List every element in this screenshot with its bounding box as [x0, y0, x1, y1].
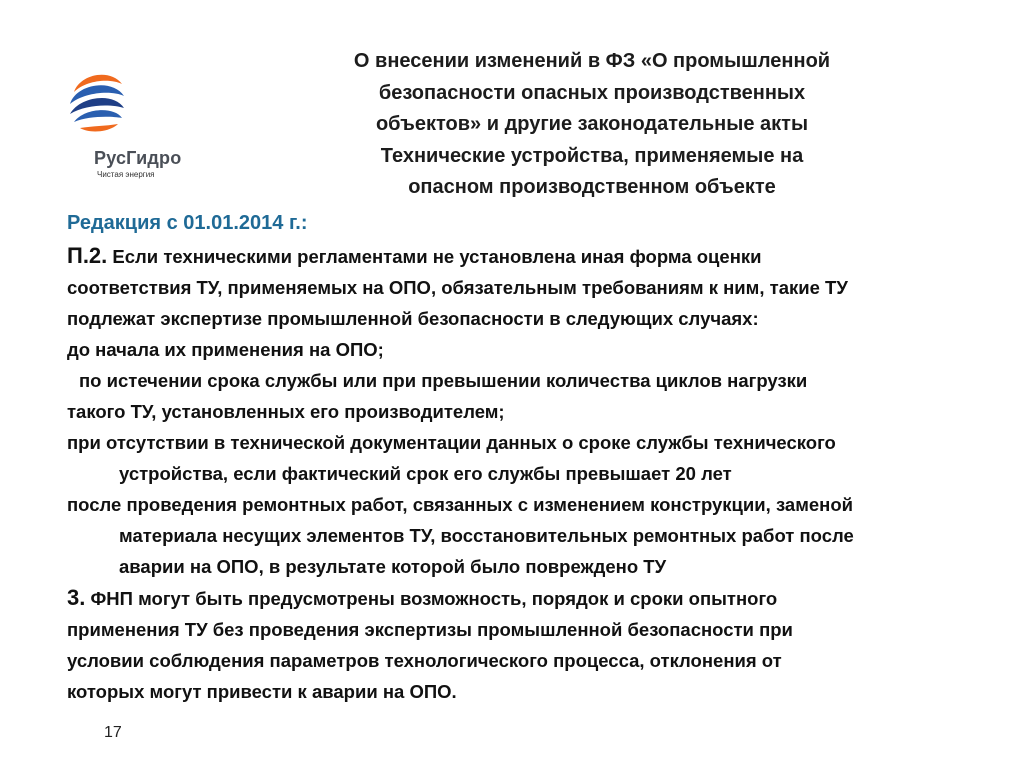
slide-title [262, 46, 922, 204]
body-line: при отсутствии в технической документации данных о сроке службы технического [67, 432, 836, 453]
rushydro-logo [60, 70, 200, 180]
logo-tagline: Чистая энергия [97, 170, 155, 179]
body-line: аварии на ОПО, в результате которой было повреждено ТУ [119, 556, 667, 577]
logo-name: РусГидро [94, 148, 182, 168]
body-line: до начала их применения на ОПО; [67, 339, 384, 360]
body-line: подлежат экспертизе промышленной безопасности в следующих случаях: [67, 308, 759, 329]
clause-2-first-line [67, 240, 987, 272]
title-line: О внесении изменений в ФЗ «О промышленной [353, 50, 831, 72]
body-line: такого ТУ, установленных его производителем; [67, 401, 505, 422]
title-line: объектов» и другие законодательные акты [375, 113, 809, 135]
clause-3-text: ФНП могут быть предусмотрены возможность, порядок и сроки опытного [85, 588, 778, 609]
page-number: 17 [104, 724, 122, 741]
body-line: по истечении срока службы или при превышении количества циклов нагрузки [79, 370, 808, 391]
title-line: опасном производственном объекте [408, 176, 776, 198]
body-line: после проведения ремонтных работ, связанных с изменением конструкции, заменой [67, 494, 854, 515]
title-line: Технические устройства, применяемые на [380, 144, 804, 167]
clause-2-text: Если техническими регламентами не установлена иная форма оценки [107, 246, 762, 267]
clause-3-first-line [67, 582, 987, 614]
body-line: применения ТУ без проведения экспертизы промышленной безопасности при [67, 619, 793, 640]
body-line: которых могут привести к аварии на ОПО. [67, 681, 457, 702]
rushydro-globe-icon [66, 70, 128, 136]
title-line: безопасности опасных производственных [378, 81, 806, 104]
clause-3-number: 3. [67, 585, 86, 610]
body-line: устройства, если фактический срок его службы превышает 20 лет [119, 463, 732, 484]
body-line: условии соблюдения параметров технологического процесса, отклонения от [67, 650, 782, 671]
edition-heading: Редакция с 01.01.2014 г.: [67, 212, 308, 234]
body-line: соответствия ТУ, применяемых на ОПО, обязательным требованиям к ним, такие ТУ [67, 277, 848, 298]
body-line: материала несущих элементов ТУ, восстановительных ремонтных работ после [119, 525, 854, 546]
slide-body [67, 206, 987, 707]
clause-2-number: П.2. [67, 243, 108, 268]
